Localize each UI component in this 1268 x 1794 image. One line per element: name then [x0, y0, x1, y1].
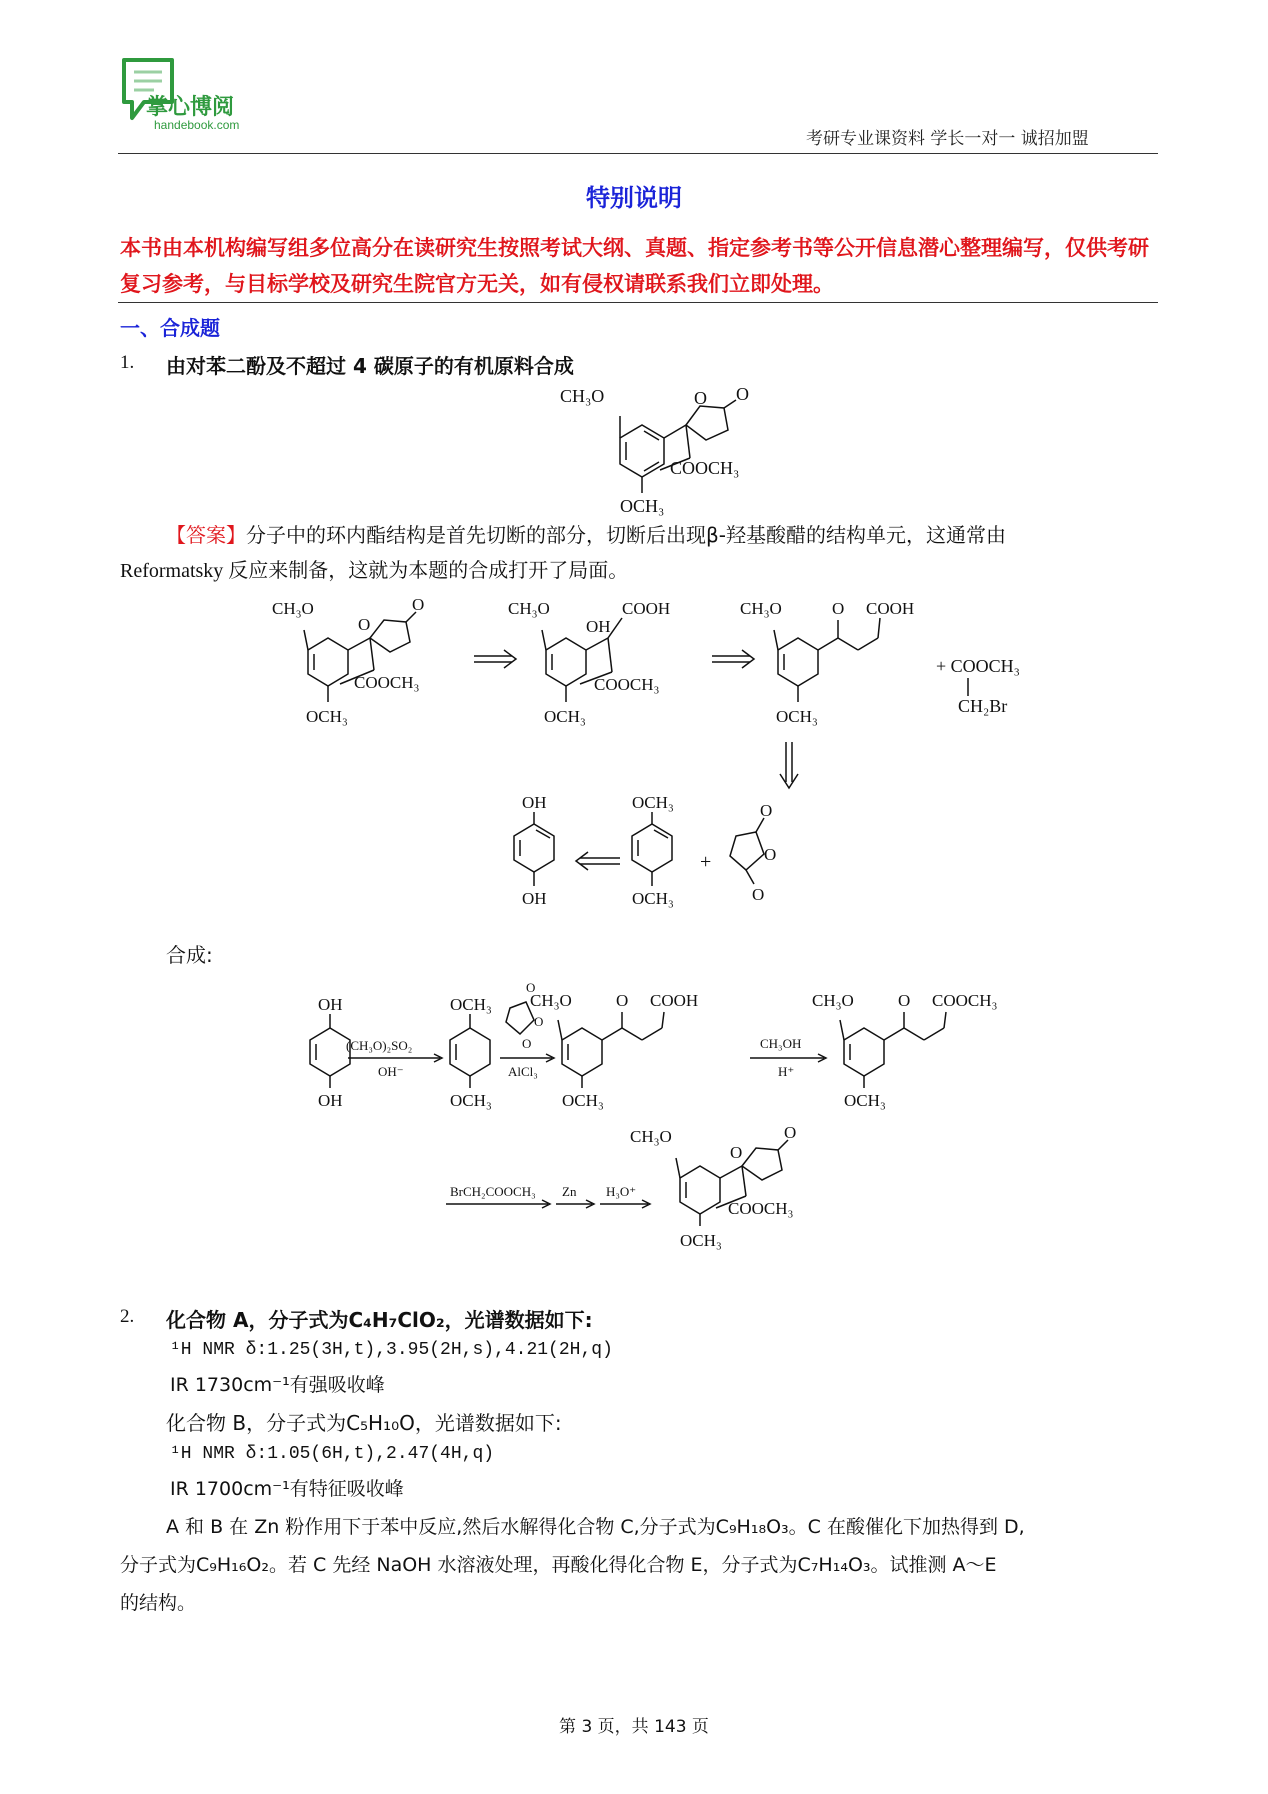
- answer-line-2: Reformatsky 反应来制备，这就为本题的合成打开了局面。: [120, 560, 629, 582]
- o-label: O: [526, 980, 536, 995]
- molecule-hydroquinone: [514, 793, 554, 908]
- compound-a-nmr: ¹H NMR δ:1.25(3H,t),3.95(2H,s),4.21(2H,q): [170, 1340, 613, 1360]
- o-label: O: [522, 1036, 532, 1051]
- bond: [644, 431, 659, 440]
- retro-arrow: [712, 650, 754, 668]
- o-label: O: [736, 384, 749, 404]
- ch2br-label: CH₂Br: [958, 696, 1008, 716]
- notice-rule: [118, 302, 1158, 303]
- och3-label: OCH₃: [306, 707, 348, 726]
- oh-label: OH: [318, 1091, 343, 1110]
- logo: [118, 56, 268, 138]
- o-label: O: [832, 599, 845, 618]
- o-label: O: [752, 885, 765, 904]
- molecule-hydroxy-acid: [508, 599, 670, 726]
- reagent-alcl3: AlCl₃: [508, 1064, 538, 1079]
- answer-line-1: [166, 518, 1006, 552]
- bond: [664, 425, 686, 438]
- question-1-number: 1.: [120, 352, 135, 373]
- answer-tag: 【答案】: [166, 523, 246, 547]
- molecule-ketoacid: [740, 599, 914, 726]
- answer-text-1: 分子中的环内酯结构是首先切断的部分，切断后出现β-羟基酸醋的结构单元，这通常由: [246, 523, 1006, 547]
- retro-arrow-down: [780, 742, 798, 788]
- question-2-paragraph-1: A 和 B 在 Zn 粉作用下于苯中反应,然后水解得化合物 C,分子式为C₉H₁₈O₃。C 在酸催化下加热得到 D,: [166, 1516, 1025, 1538]
- retro-arrow: [474, 650, 516, 668]
- ch3o-label: CH₃O: [812, 991, 854, 1010]
- molecule-hydroquinone: [310, 995, 350, 1110]
- retro-arrow-left: [576, 852, 620, 870]
- molecule-ketoester: [812, 991, 998, 1110]
- question-2-paragraph-3: 的结构。: [120, 1592, 197, 1614]
- logo-name: 掌心博阅: [146, 95, 235, 120]
- reagent-bromoacetate: BrCH₂COOCH₃: [450, 1184, 536, 1199]
- logo-url: handebook.com: [154, 118, 240, 132]
- synthesis-label: 合成:: [166, 943, 213, 967]
- o-label: O: [534, 1014, 544, 1029]
- o-label: O: [784, 1123, 797, 1142]
- oh-label: OH: [522, 793, 547, 812]
- question-2-title-a: 化合物 A，分子式为C₄H₇ClO₂，光谱数据如下:: [166, 1308, 593, 1332]
- compound-b-nmr: ¹H NMR δ:1.05(6H,t),2.47(4H,q): [170, 1444, 495, 1464]
- ch3o-label: CH₃O: [508, 599, 550, 618]
- question-1-title: 由对苯二酚及不超过 4 碳原子的有机原料合成: [166, 354, 574, 378]
- header-slogan: 考研专业课资料 学长一对一 诚招加盟: [806, 129, 1089, 149]
- bromoacetate-plus: + COOCH₃: [936, 656, 1020, 676]
- o-label: O: [760, 801, 773, 820]
- o-label: O: [694, 388, 707, 408]
- page-title: 特别说明: [586, 184, 682, 212]
- page-number: 第 3 页，共 143 页: [559, 1717, 709, 1737]
- oh-label: OH: [586, 617, 611, 636]
- reagent-hydroxide: OH⁻: [378, 1064, 404, 1079]
- och3-label: OCH₃: [844, 1091, 886, 1110]
- plus-sign: +: [700, 851, 712, 873]
- reagent-zinc: Zn: [562, 1184, 577, 1199]
- molecule-succinic-anhydride: [730, 801, 776, 904]
- och3-label: OCH₃: [620, 496, 665, 516]
- reagent-acid: H⁺: [778, 1064, 795, 1079]
- notice-text: 本书由本机构编写组多位高分在读研究生按照考试大纲、真题、指定参考书等公开信息潜心整理编写，仅供考研复习参考，与目标学校及研究生院官方无关，如有侵权请联系我们立即处理。: [120, 236, 1149, 296]
- ch3o-label: CH₃O: [530, 991, 572, 1010]
- reagent-methanol: CH₃OH: [760, 1036, 802, 1051]
- ch3o-label: CH₃O: [630, 1127, 672, 1146]
- och3-label: OCH₃: [450, 995, 492, 1014]
- cooh-label: COOH: [650, 991, 699, 1010]
- molecule-dimethoxybenzene: [632, 793, 674, 908]
- question-2-title-b: 化合物 B，分子式为C₅H₁₀O，光谱数据如下:: [166, 1411, 562, 1435]
- cooch3-label: COOCH₃: [728, 1199, 794, 1218]
- compound-b-ir: IR 1700cm⁻¹有特征吸收峰: [170, 1478, 404, 1500]
- och3-label: OCH₃: [544, 707, 586, 726]
- reagent-dimethyl-sulfate: (CH₃O)₂SO₂: [346, 1038, 413, 1053]
- question-2-paragraph-2: 分子式为C₉H₁₆O₂。若 C 先经 NaOH 水溶液处理，再酸化得化合物 E，分子式为C₇H₁₄O₃。试推测 A～E: [120, 1554, 997, 1576]
- molecule-product-lactone: [630, 1123, 796, 1250]
- molecule-lactone: [272, 595, 424, 726]
- cooh-label: COOH: [622, 599, 671, 618]
- lactone-ring: [686, 406, 728, 440]
- och3-label: OCH₃: [562, 1091, 604, 1110]
- cooch3-label: COOCH₃: [932, 991, 998, 1010]
- ch3o-label: CH₃O: [272, 599, 314, 618]
- header-rule: [118, 153, 1158, 154]
- och3-label: OCH₃: [776, 707, 818, 726]
- reagent-hydronium: H₃O⁺: [606, 1184, 637, 1199]
- och3-label: OCH₃: [632, 793, 674, 812]
- oh-label: OH: [522, 889, 547, 908]
- cooch3-label: COOCH₃: [670, 458, 740, 478]
- ch3o-label: CH₃O: [740, 599, 782, 618]
- molecule-dimethoxybenzene: [450, 995, 492, 1110]
- cooch3-label: COOCH₃: [354, 673, 420, 692]
- o-label: O: [616, 991, 629, 1010]
- o-label: O: [764, 845, 777, 864]
- target-molecule: [560, 378, 760, 528]
- ch3o-label: CH₃O: [560, 386, 605, 406]
- och3-label: OCH₃: [680, 1231, 722, 1250]
- cooch3-label: COOCH₃: [594, 675, 660, 694]
- o-label: O: [898, 991, 911, 1010]
- question-2-number: 2.: [120, 1306, 135, 1327]
- bond: [644, 462, 659, 471]
- o-label: O: [730, 1143, 743, 1162]
- molecule-ketoacid: [530, 991, 698, 1110]
- och3-label: OCH₃: [450, 1091, 492, 1110]
- o-label: O: [358, 615, 371, 634]
- oh-label: OH: [318, 995, 343, 1014]
- synthesis-diagram: [300, 968, 1020, 1258]
- cooh-label: COOH: [866, 599, 915, 618]
- compound-a-ir: IR 1730cm⁻¹有强吸收峰: [170, 1374, 385, 1396]
- retrosynthesis-diagram: [260, 592, 1060, 952]
- o-label: O: [412, 595, 425, 614]
- carbonyl-bond: [724, 400, 736, 408]
- section-heading: 一、合成题: [120, 316, 220, 340]
- bond: [686, 425, 690, 458]
- och3-label: OCH₃: [632, 889, 674, 908]
